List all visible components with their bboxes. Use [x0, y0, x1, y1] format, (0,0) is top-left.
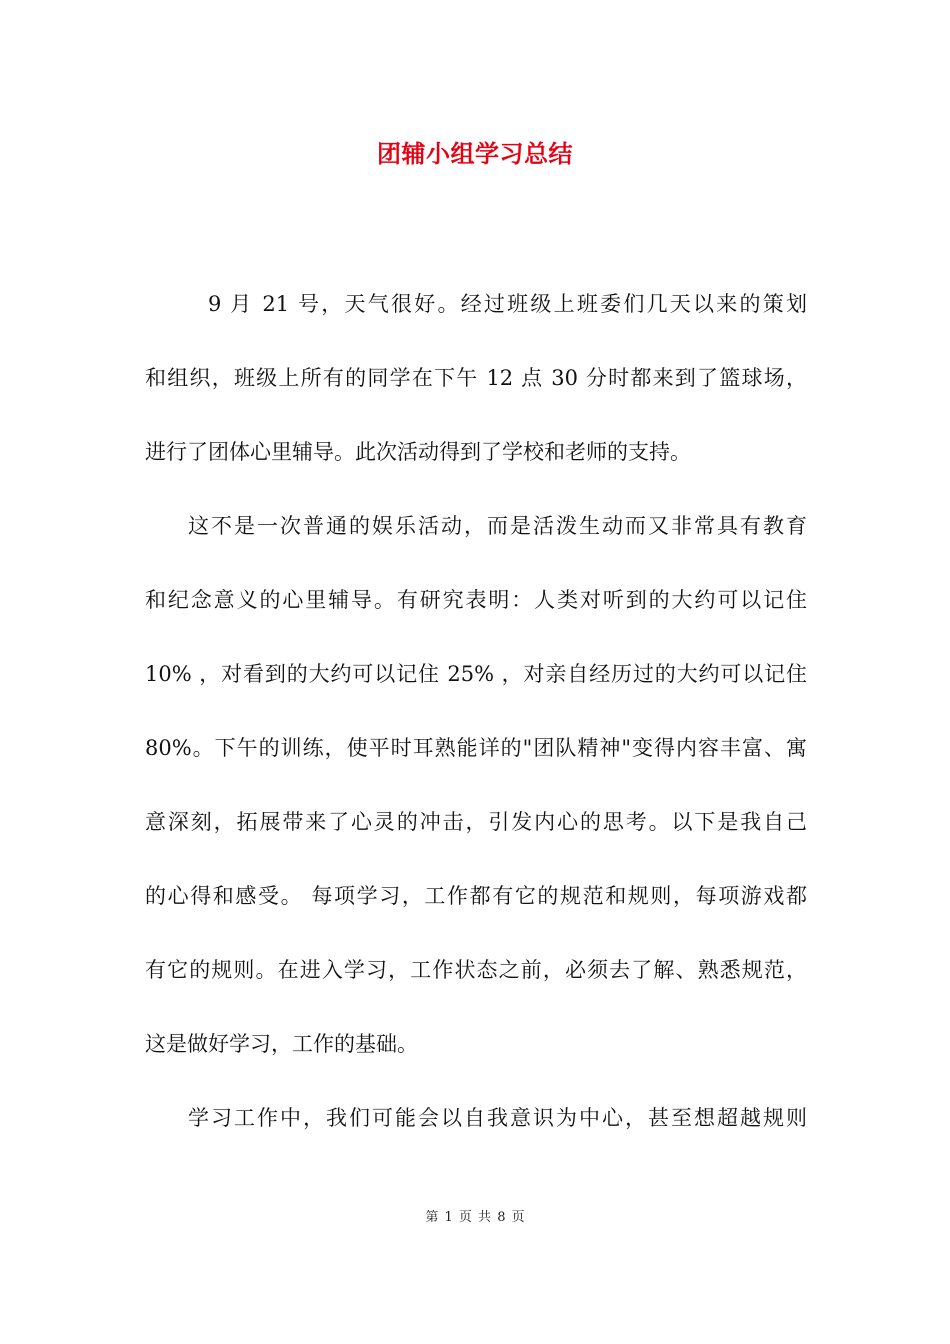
paragraph-line: 和纪念意义的心里辅导。有研究表明：人类对听到的大约可以记住	[145, 588, 807, 612]
paragraph-line: 意深刻，拓展带来了心灵的冲击，引发内心的思考。以下是我自己	[145, 810, 807, 834]
paragraph-line: 和组织，班级上所有的同学在下午 12 点 30 分时都来到了篮球场，	[145, 366, 807, 390]
paragraph-line: 80%。下午的训练，使平时耳熟能详的"团队精神"变得内容丰富、寓	[145, 736, 807, 760]
document-body	[145, 267, 807, 1155]
paragraph-line: 9 月 21 号，天气很好。经过班级上班委们几天以来的策划	[208, 292, 807, 316]
paragraph-line: 学习工作中，我们可能会以自我意识为中心，甚至想超越规则	[188, 1106, 807, 1130]
paragraph-line: 有它的规则。在进入学习，工作状态之前，必须去了解、熟悉规范，	[145, 958, 807, 982]
paragraph-line: 的心得和感受。 每项学习，工作都有它的规范和规则，每项游戏都	[145, 884, 807, 908]
paragraph-line: 这是做好学习，工作的基础。	[145, 1032, 418, 1056]
paragraph-line: 进行了团体心里辅导。此次活动得到了学校和老师的支持。	[145, 440, 691, 464]
paragraph-line: 10% ，对看到的大约可以记住 25% ，对亲自经历过的大约可以记住	[145, 662, 807, 686]
document-title: 团辅小组学习总结	[377, 139, 573, 168]
paragraph-line: 这不是一次普通的娱乐活动，而是活泼生动而又非常具有教育	[188, 514, 807, 538]
page-number-footer: 第 1 页 共 8 页	[425, 1210, 525, 1225]
